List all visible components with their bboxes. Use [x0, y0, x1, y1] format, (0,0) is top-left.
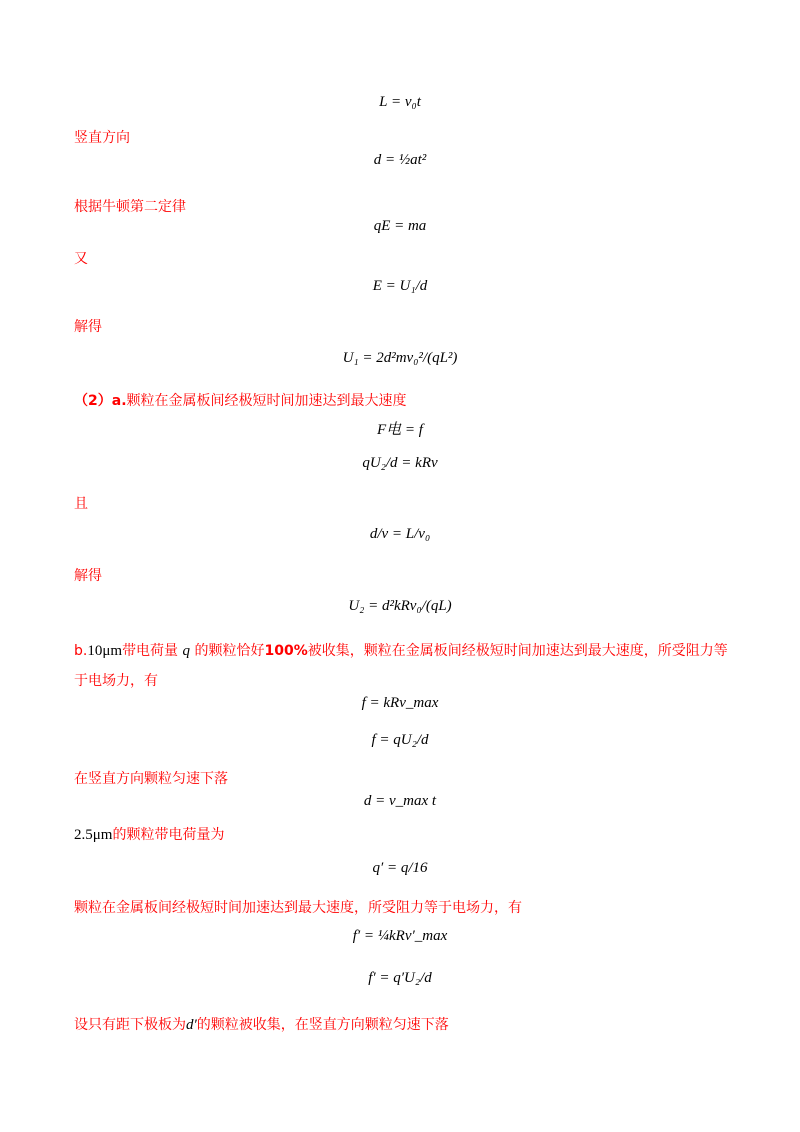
last-text2: 的颗粒被收集，在竖直方向颗粒匀速下落: [196, 1017, 449, 1033]
b-text2: 的颗粒恰好: [194, 643, 265, 659]
text-and: 且: [74, 496, 88, 512]
equation-text: f′ = q′U₂/d: [368, 970, 432, 986]
equation-text: d = ½at²: [373, 152, 427, 168]
equation-qprime: [0, 860, 800, 877]
equation-fprime-kRv: [0, 928, 800, 945]
equation-text: qU₂/d = kRv: [362, 455, 438, 471]
text-solve-2: 解得: [74, 568, 102, 584]
text-part2-a: [74, 390, 734, 410]
equation-fprime-qU2: [0, 970, 800, 987]
equation-text: U₂ = d²kRv₀/(qL): [348, 598, 452, 614]
equation-U2: [0, 598, 800, 615]
text-particle-acceleration: 颗粒在金属板间经极短时间加速达到最大速度，所受阻力等于电场力，有: [74, 900, 522, 916]
equation-text: f′ = ¼kRv′_max: [352, 928, 448, 944]
text-newton-second-law: 根据牛顿第二定律: [74, 199, 186, 215]
equation-text: L = v₀t: [379, 94, 421, 110]
text-part-b-line2: 于电场力，有: [74, 673, 158, 689]
b-prefix: b.: [74, 643, 88, 659]
equation-d-half-at2: [0, 152, 800, 169]
equation-text: f = kRv_max: [361, 695, 439, 711]
equation-d-vmax-t: [0, 793, 800, 810]
equation-qU2-d-kRv: [0, 455, 800, 472]
b-100-percent: 100%: [264, 643, 308, 659]
b-q: q: [182, 643, 191, 659]
equation-text: f = qU₂/d: [371, 732, 429, 748]
equation-d-v-L-v0: [0, 526, 800, 543]
equation-text: F电 = f: [377, 422, 423, 438]
equation-F-f: [0, 418, 800, 439]
equation-L-v0t: [0, 94, 800, 111]
text-solve-1: 解得: [74, 319, 102, 335]
text-also: 又: [74, 251, 88, 267]
b-text1: 带电荷量: [122, 643, 179, 659]
b-text2-rest: 被收集，颗粒在金属板间经极短时间加速达到最大速度，所受阻力等: [307, 643, 728, 659]
p25-size: 2.5μm: [74, 827, 113, 843]
equation-qE-ma: [0, 218, 800, 235]
equation-text: E = U₁/d: [372, 278, 428, 294]
last-text1: 设只有距下极板为: [74, 1017, 186, 1033]
equation-U1: [0, 350, 800, 367]
equation-text: d/v = L/v₀: [369, 526, 431, 542]
part2-text: 颗粒在金属板间经极短时间加速达到最大速度: [126, 393, 407, 409]
equation-E-U1-d: [0, 278, 800, 295]
text-vertical-direction: 竖直方向: [74, 130, 130, 146]
text-part-b-line1: [74, 640, 734, 660]
text-vertical-uniform-fall: 在竖直方向颗粒匀速下落: [74, 771, 228, 787]
equation-f-kRvmax: [0, 695, 800, 712]
equation-text: q′ = q/16: [372, 860, 428, 876]
text-last-line: [74, 1014, 734, 1034]
p25-text: 的颗粒带电荷量为: [112, 827, 225, 843]
equation-f-qU2-d: [0, 732, 800, 749]
b-size: 10μm: [87, 643, 123, 659]
equation-text: qE = ma: [373, 218, 427, 234]
equation-text: d = v_max t: [363, 793, 437, 809]
equation-text: U₁ = 2d²mv₀²/(qL²): [342, 350, 458, 366]
part2-prefix: （2）a.: [74, 393, 127, 409]
last-dprime: d′: [186, 1017, 197, 1033]
text-2-5um-charge: [74, 824, 734, 844]
